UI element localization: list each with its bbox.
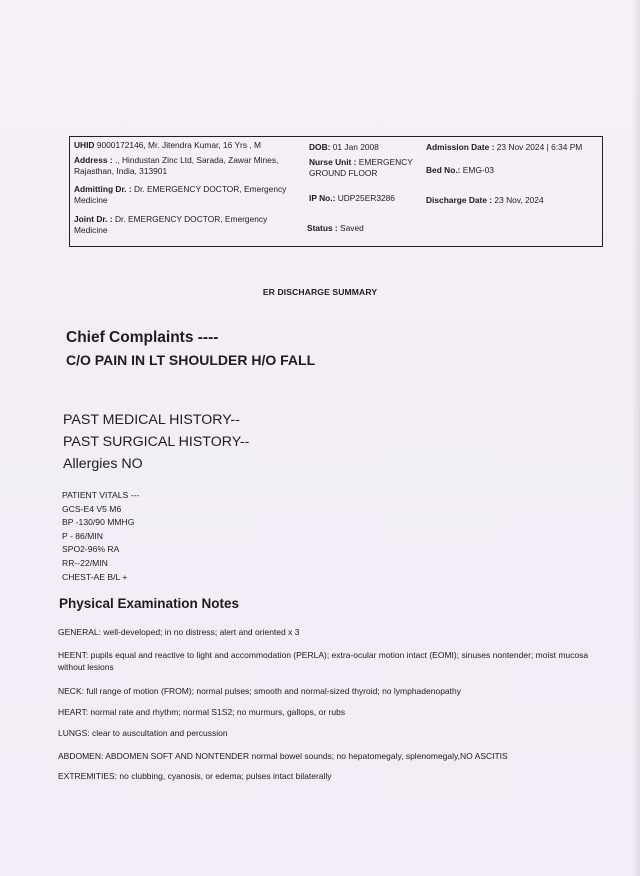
exam-lungs: LUNGS: clear to auscultation and percussion (58, 728, 228, 738)
allergies: Allergies NO (63, 456, 143, 472)
uhid-cell (74, 140, 304, 151)
chief-complaints-text: C/O PAIN IN LT SHOULDER H/O FALL (66, 352, 316, 368)
past-medical-history: PAST MEDICAL HISTORY-- (63, 412, 240, 428)
uhid-label: UHID (74, 140, 95, 150)
status-cell (307, 223, 419, 234)
admission-date-label: Admission Date : (426, 142, 495, 152)
vitals-item: SPO2-96% RA (62, 544, 120, 555)
physical-exam-heading: Physical Examination Notes (59, 596, 240, 611)
dob-value: 01 Jan 2008 (332, 142, 379, 152)
page-edge-shadow (632, 0, 640, 876)
address-label: Address : (74, 155, 113, 165)
ip-number-label: IP No.: (309, 193, 336, 203)
ip-number-value: UDP25ER3286 (337, 193, 395, 203)
joint-doctor-label: Joint Dr. : (74, 214, 113, 224)
vitals-item: P - 86/MIN (62, 530, 103, 541)
nurse-unit-value: EMERGENCY GROUND FLOOR (309, 157, 413, 178)
discharge-date-label: Discharge Date : (426, 195, 493, 205)
vitals-item: CHEST-AE B/L + (62, 571, 128, 582)
vitals-item: BP -130/90 MMHG (62, 517, 135, 528)
joint-doctor-value: Dr. EMERGENCY DOCTOR, Emergency Medicine (74, 214, 268, 235)
exam-general: GENERAL: well-developed; in no distress; alert and oriented x 3 (58, 627, 300, 637)
bed-value: EMG-03 (462, 165, 494, 175)
exam-abdomen: ABDOMEN: ABDOMEN SOFT AND NONTENDER normal bowel sounds; no hepatomegaly, splenomegaly,NO ASCITIS (58, 751, 508, 761)
admitting-doctor-value: Dr. EMERGENCY DOCTOR, Emergency Medicine (74, 184, 287, 205)
admitting-doctor-label: Admitting Dr. : (74, 184, 132, 194)
patient-vitals (62, 489, 139, 584)
exam-neck: NECK: full range of motion (FROM); normal pulses; smooth and normal-sized thyroid; no lymphadenopathy (58, 686, 461, 696)
discharge-date-cell (426, 195, 601, 206)
nurse-unit-cell (309, 157, 421, 179)
discharge-date-value: 23 Nov, 2024 (494, 195, 544, 205)
patient-info-box (69, 136, 603, 247)
nurse-unit-label: Nurse Unit : (309, 157, 357, 167)
uhid-value: 9000172146, Mr. Jitendra Kumar, 16 Yrs , M (96, 140, 261, 150)
status-label: Status : (307, 223, 338, 233)
dob-cell (309, 142, 419, 153)
address-cell (74, 155, 296, 177)
bed-label: Bed No.: (426, 165, 461, 175)
vitals-heading: PATIENT VITALS --- (62, 490, 140, 500)
admission-date-value: 23 Nov 2024 | 6:34 PM (496, 142, 583, 152)
admission-date-cell (426, 142, 601, 153)
document-title: ER DISCHARGE SUMMARY (262, 287, 378, 297)
vitals-item: RR--22/MIN (62, 557, 108, 568)
address-value: ., Hindustan Zinc Ltd, Sarada, Zawar Mines, Rajasthan, India, 313901 (74, 155, 279, 176)
chief-complaints-heading: Chief Complaints ---- (66, 329, 219, 346)
ip-number-cell (309, 193, 421, 204)
vitals-item: GCS-E4 V5 M6 (62, 503, 122, 514)
past-surgical-history: PAST SURGICAL HISTORY-- (63, 434, 250, 450)
exam-heart: HEART: normal rate and rhythm; normal S1S2; no murmurs, gallops, or rubs (58, 707, 346, 717)
exam-heent: HEENT: pupils equal and reactive to light and accommodation (PERLA); extra-ocular motion intact (EOMI); sinuses nontender; moist mucosa without lesions (58, 650, 589, 672)
joint-doctor-cell (74, 214, 300, 236)
exam-extremities: EXTREMITIES: no clubbing, cyanosis, or edema; pulses intact bilaterally (58, 771, 332, 781)
status-value: Saved (340, 223, 364, 233)
admitting-doctor-cell (74, 184, 302, 206)
bed-cell (426, 165, 601, 176)
dob-label: DOB: (309, 142, 331, 152)
